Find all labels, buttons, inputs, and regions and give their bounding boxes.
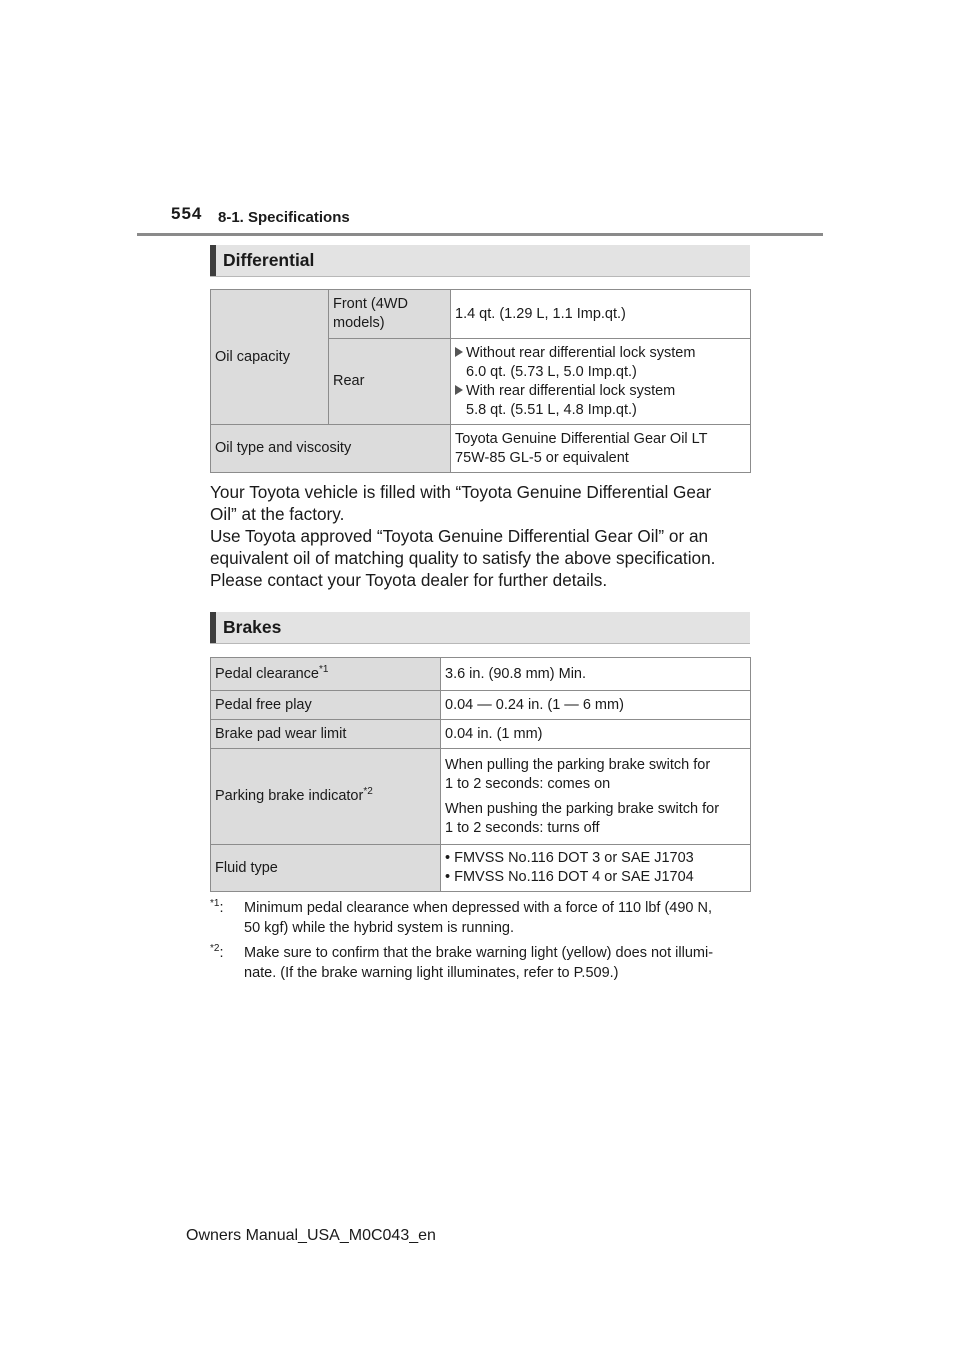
pedal-free-play-label: Pedal free play xyxy=(211,691,441,720)
footnote-mark: $^{*2}$: xyxy=(210,943,224,961)
table-row xyxy=(211,691,751,720)
parking-brake-indicator-label xyxy=(211,749,441,845)
section-label: 8-1. Specifications xyxy=(218,209,350,226)
footnote-number: *1 xyxy=(210,898,220,910)
footnote-number: *2 xyxy=(210,943,220,955)
table-row xyxy=(211,845,751,892)
rear-label: Rear xyxy=(329,339,451,425)
rear-values xyxy=(451,339,751,425)
paragraph-line: Use Toyota approved “Toyota Genuine Differential Gear Oil” or an xyxy=(210,526,709,546)
rear-condition-with: With rear differential lock system xyxy=(455,382,746,401)
pedal-free-play-value: 0.04 — 0.24 in. (1 — 6 mm) xyxy=(441,691,751,720)
heading-bar xyxy=(210,612,216,643)
footnote xyxy=(210,898,770,938)
pedal-clearance-value: 3.6 in. (90.8 mm) Min. xyxy=(441,658,751,691)
rear-value-without: 6.0 qt. (5.73 L, 5.0 Imp.qt.) xyxy=(466,363,637,380)
fluid-type-value xyxy=(441,845,751,892)
front-label xyxy=(329,290,451,339)
parking-push-line: 1 to 2 seconds: turns off xyxy=(445,819,600,836)
paragraph-line: Your Toyota vehicle is filled with “Toyota Genuine Differential Gear xyxy=(210,482,712,502)
footnote-ref: *2 xyxy=(363,786,373,798)
footnote-line: Make sure to confirm that the brake warning light (yellow) does not illumi- xyxy=(244,945,714,961)
fluid-type-label: Fluid type xyxy=(211,845,441,892)
footnote-mark: $^{*1}$: xyxy=(210,898,224,916)
pedal-clearance-label xyxy=(211,658,441,691)
table-row xyxy=(211,749,751,845)
fluid-type-item: • FMVSS No.116 DOT 3 or SAE J1703 xyxy=(445,850,694,866)
brake-pad-wear-value: 0.04 in. (1 mm) xyxy=(441,720,751,749)
footnote-ref: *1 xyxy=(319,663,329,675)
paragraph-line: Oil” at the factory. xyxy=(210,504,345,524)
label-text: Parking brake indicator xyxy=(215,788,364,804)
oil-capacity-label: Oil capacity xyxy=(211,290,329,425)
parking-push-line: When pushing the parking brake switch for xyxy=(445,800,720,817)
footnote xyxy=(210,943,770,983)
table-row xyxy=(211,658,751,691)
brake-pad-wear-label: Brake pad wear limit xyxy=(211,720,441,749)
header-rule xyxy=(137,233,823,236)
brakes-heading xyxy=(210,612,750,644)
paragraph-line: equivalent oil of matching quality to satisfy the above specification. xyxy=(210,548,716,568)
footnotes xyxy=(210,898,770,988)
table-row xyxy=(211,720,751,749)
differential-table xyxy=(210,289,751,473)
table-row xyxy=(211,290,751,339)
label-text: Pedal clearance xyxy=(215,665,319,682)
fluid-type-item: • FMVSS No.116 DOT 4 or SAE J1704 xyxy=(445,869,694,885)
footnote-line: 50 kgf) while the hybrid system is running. xyxy=(244,920,514,936)
front-value: 1.4 qt. (1.29 L, 1.1 Imp.qt.) xyxy=(451,290,751,339)
differential-heading xyxy=(210,245,750,277)
footnote-line: Minimum pedal clearance when depressed with a force of 110 lbf (490 N, xyxy=(244,900,713,916)
page-footer: Owners Manual_USA_M0C043_en xyxy=(186,1227,436,1244)
oil-type-label: Oil type and viscosity xyxy=(211,425,451,473)
oil-type-value xyxy=(451,425,751,473)
page-number: 554 xyxy=(171,204,203,223)
front-label-line: models) xyxy=(333,315,385,331)
parking-pull-line: 1 to 2 seconds: comes on xyxy=(445,775,611,792)
oil-type-line: 75W-85 GL-5 or equivalent xyxy=(455,449,629,466)
front-label-line: Front (4WD xyxy=(333,296,408,312)
brakes-table xyxy=(210,657,751,892)
heading-bar xyxy=(210,245,216,276)
table-row xyxy=(211,425,751,473)
oil-type-line: Toyota Genuine Differential Gear Oil LT xyxy=(455,430,708,447)
paragraph-line: Please contact your Toyota dealer for further details. xyxy=(210,570,608,590)
differential-title: Differential xyxy=(223,250,315,270)
parking-pull-line: When pulling the parking brake switch for xyxy=(445,756,711,773)
rear-condition-without: Without rear differential lock system xyxy=(455,344,746,363)
parking-brake-indicator-value xyxy=(441,749,751,845)
brakes-title: Brakes xyxy=(223,617,282,637)
differential-note xyxy=(210,481,770,591)
rear-value-with: 5.8 qt. (5.51 L, 4.8 Imp.qt.) xyxy=(466,401,637,418)
footnote-line: nate. (If the brake warning light illuminates, refer to P.509.) xyxy=(244,965,619,981)
